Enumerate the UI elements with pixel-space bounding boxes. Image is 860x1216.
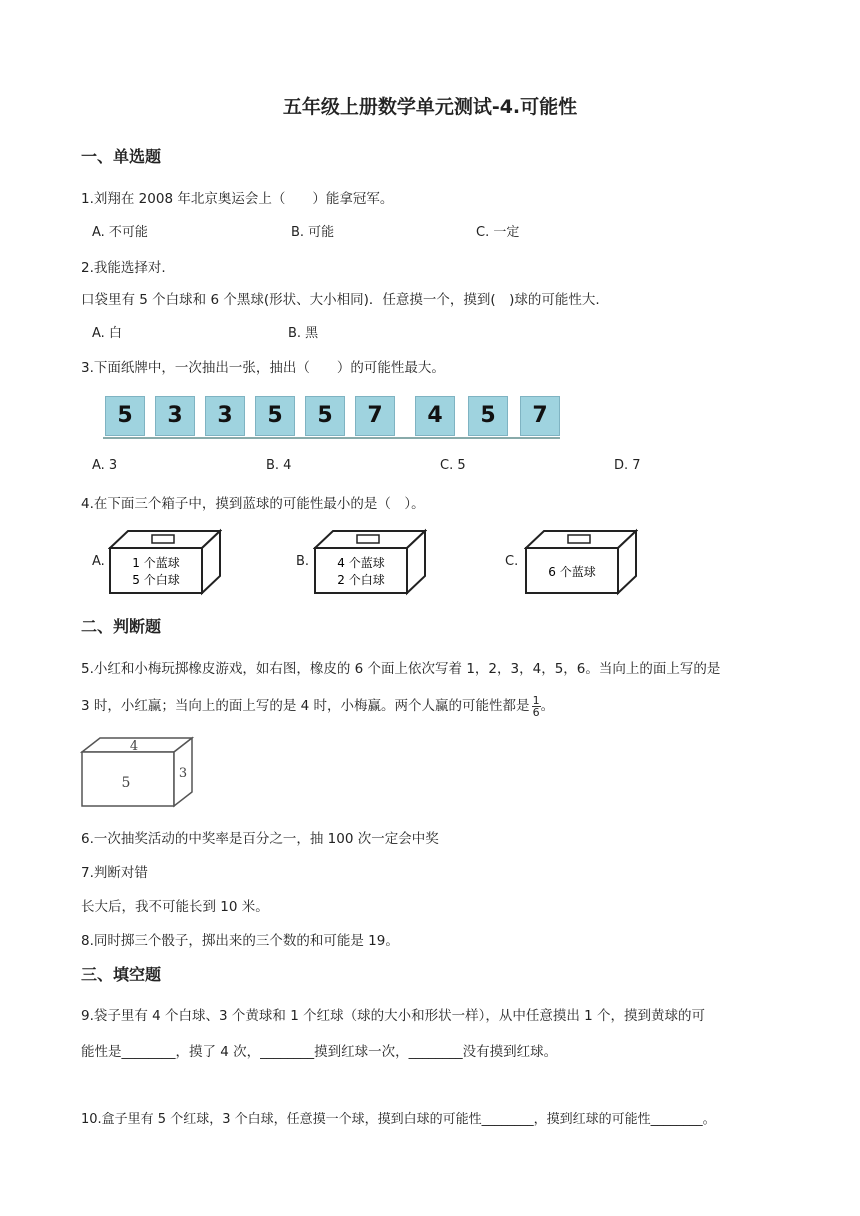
eraser-top-number: 4 xyxy=(129,739,139,754)
q4-option-b: B. xyxy=(296,554,310,569)
page-title: 五年级上册数学单元测试-4.可能性 xyxy=(282,96,578,118)
question-4: 4.在下面三个箱子中，摸到蓝球的可能性最小的是（ ）。 xyxy=(81,496,425,512)
question-2: 2.我能选择对. xyxy=(81,260,166,276)
q3-option-d: D. 7 xyxy=(614,458,641,473)
q3-option-c: C. 5 xyxy=(440,458,466,473)
section-heading-3: 三、填空题 xyxy=(81,965,162,984)
eraser-front-number: 5 xyxy=(121,775,131,791)
playing-card: 5 xyxy=(305,396,345,436)
q5-end: 。 xyxy=(540,698,555,714)
question-10: 10.盒子里有 5 个红球，3 个白球，任意摸一个球，摸到白球的可能性________，摸到红球的可能性________。 xyxy=(81,1112,716,1127)
fraction-denominator: 6 xyxy=(532,705,540,719)
eraser-side-number: 3 xyxy=(178,766,188,781)
playing-card: 4 xyxy=(415,396,455,436)
q4-option-c: C. xyxy=(505,554,519,569)
q1-option-b: B. 可能 xyxy=(291,225,335,240)
question-5-line-2 xyxy=(81,694,554,718)
question-3: 3.下面纸牌中，一次抽出一张，抽出（ ）的可能性最大。 xyxy=(81,360,445,376)
eraser-illustration xyxy=(80,735,196,809)
box-a-line-2: 5 个白球 xyxy=(132,573,180,587)
playing-card: 3 xyxy=(205,396,245,436)
box-b-line-1: 4 个蓝球 xyxy=(337,556,385,570)
playing-card: 5 xyxy=(255,396,295,436)
section-heading-2: 二、判断题 xyxy=(81,617,162,636)
question-7-body: 长大后，我不可能长到 10 米。 xyxy=(81,899,269,915)
question-9-line-2: 能性是________，摸了 4 次，________摸到红球一次，________没有摸到红球。 xyxy=(81,1044,558,1060)
playing-card: 5 xyxy=(468,396,508,436)
box-a-line-1: 1 个蓝球 xyxy=(132,556,180,570)
box-c-line-1: 6 个蓝球 xyxy=(548,565,596,579)
question-9: 9.袋子里有 4 个白球、3 个黄球和 1 个红球（球的大小和形状一样），从中任意摸出 1 个，摸到黄球的可 xyxy=(81,1008,706,1024)
question-1: 1.刘翔在 2008 年北京奥运会上（ ）能拿冠军。 xyxy=(81,191,394,207)
q2-option-b: B. 黑 xyxy=(288,326,319,341)
box-b-illustration xyxy=(313,528,427,596)
playing-card: 7 xyxy=(355,396,395,436)
playing-card: 3 xyxy=(155,396,195,436)
question-5: 5.小红和小梅玩掷橡皮游戏，如右图，橡皮的 6 个面上依次写着 1，2，3，4，5，6。当向上的面上写的是 xyxy=(81,661,721,677)
box-a-illustration xyxy=(108,528,222,596)
q3-option-b: B. 4 xyxy=(266,458,292,473)
question-6: 6.一次抽奖活动的中奖率是百分之一，抽 100 次一定会中奖 xyxy=(81,831,439,847)
section-heading-1: 一、单选题 xyxy=(81,147,162,166)
question-7: 7.判断对错 xyxy=(81,865,148,881)
q4-option-a: A. xyxy=(92,554,105,569)
question-8: 8.同时掷三个骰子，掷出来的三个数的和可能是 19。 xyxy=(81,933,399,949)
fraction-numerator: 1 xyxy=(532,693,540,707)
q3-option-a: A. 3 xyxy=(92,458,118,473)
q2-option-a: A. 白 xyxy=(92,326,122,341)
box-c-illustration xyxy=(524,528,638,596)
fraction-one-sixth xyxy=(532,695,541,718)
q1-option-a: A. 不可能 xyxy=(92,225,148,240)
playing-card: 5 xyxy=(105,396,145,436)
question-2-body: 口袋里有 5 个白球和 6 个黑球(形状、大小相同)．任意摸一个，摸到( )球的可能性大. xyxy=(81,292,600,308)
q5-text-2: 3 时，小红赢；当向上的面上写的是 4 时，小梅赢。两个人赢的可能性都是 xyxy=(81,698,530,714)
box-b-line-2: 2 个白球 xyxy=(337,573,385,587)
playing-card: 7 xyxy=(520,396,560,436)
q1-option-c: C. 一定 xyxy=(476,225,520,240)
